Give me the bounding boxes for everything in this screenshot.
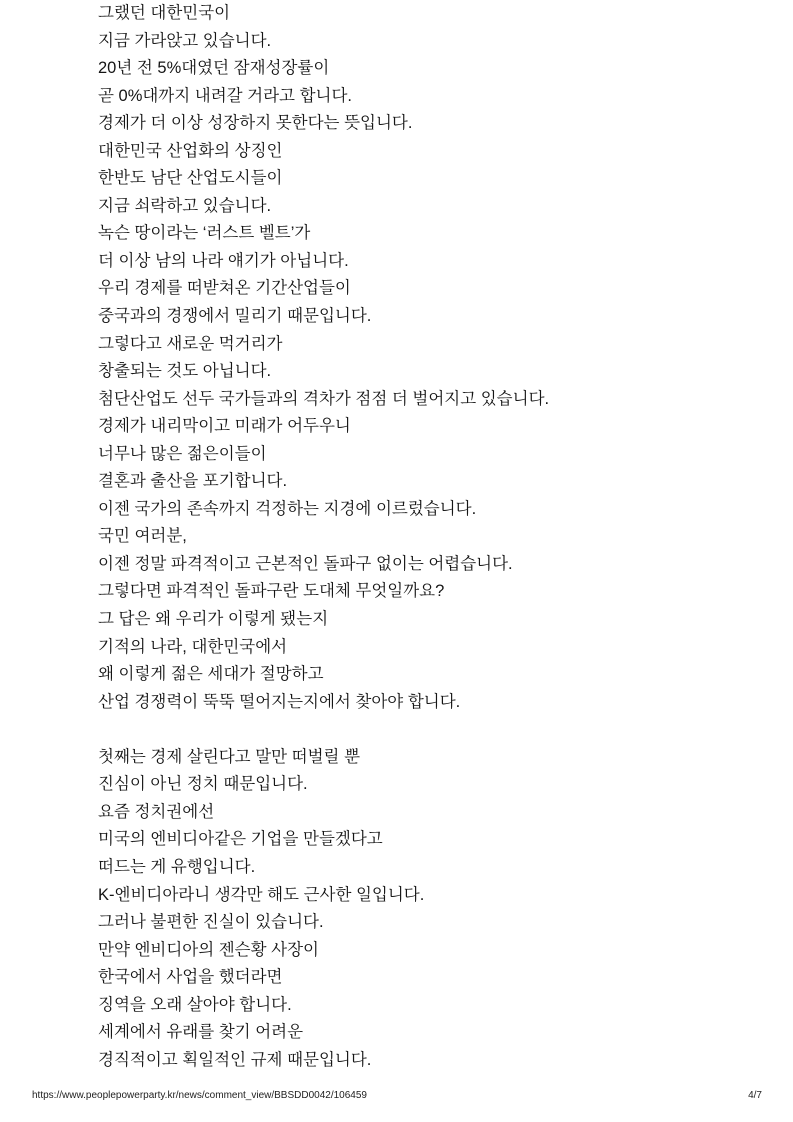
text-line: 경제가 내리막이고 미래가 어두우니: [98, 417, 351, 436]
text-line: 첨단산업도 선두 국가들과의 격차가 점점 더 벌어지고 있습니다.: [98, 389, 550, 408]
paragraph: [98, 744, 778, 1075]
text-line: 그렇다고 새로운 먹거리가: [98, 334, 283, 353]
text-line: 첫째는 경제 살린다고 말만 떠벌릴 뿐: [98, 747, 361, 766]
text-line: 국민 여러분,: [98, 527, 187, 546]
article-body: [98, 0, 778, 1102]
text-line: 이젠 국가의 존속까지 걱정하는 지경에 이르렀습니다.: [98, 499, 477, 518]
text-line: 너무나 많은 젊은이들이: [98, 444, 267, 463]
page-number: 4/7: [748, 1090, 762, 1101]
text-line: 지금 가라앉고 있습니다.: [98, 31, 272, 50]
text-line: 녹슨 땅이라는 ‘러스트 벨트’가: [98, 224, 311, 243]
text-line: 지금 쇠락하고 있습니다.: [98, 196, 272, 215]
text-line: 우리 경제를 떠받쳐온 기간산업들이: [98, 279, 351, 298]
text-line: 중국과의 경쟁에서 밀리기 때문입니다.: [98, 307, 372, 326]
text-line: 대한민국 산업화의 상징인: [98, 141, 283, 160]
text-line: 이젠 정말 파격적이고 근본적인 돌파구 없이는 어렵습니다.: [98, 554, 513, 573]
text-line: 진심이 아닌 정치 때문입니다.: [98, 775, 308, 794]
text-line: 징역을 오래 살아야 합니다.: [98, 995, 292, 1014]
text-line: 그러나 불편한 진실이 있습니다.: [98, 913, 324, 932]
text-line: 왜 이렇게 젊은 세대가 절망하고: [98, 665, 324, 684]
text-line: 더 이상 남의 나라 얘기가 아닙니다.: [98, 251, 349, 270]
text-line: 한반도 남단 산업도시들이: [98, 169, 283, 188]
text-line: 만약 엔비디아의 젠슨황 사장이: [98, 940, 319, 959]
text-line: 미국의 엔비디아같은 기업을 만들겠다고: [98, 830, 383, 849]
text-line: 그 답은 왜 우리가 이렇게 됐는지: [98, 610, 329, 629]
text-line: 20년 전 5%대였던 잠재성장률이: [98, 59, 330, 78]
text-line: 요즘 정치권에선: [98, 802, 215, 821]
text-line: 한국에서 사업을 했더라면: [98, 968, 283, 987]
text-line: K-엔비디아라니 생각만 해도 근사한 일입니다.: [98, 885, 425, 904]
text-line: 창출되는 것도 아닙니다.: [98, 362, 272, 381]
text-line: 그랬던 대한민국이: [98, 4, 231, 22]
text-line: 곧 0%대까지 내려갈 거라고 합니다.: [98, 86, 352, 105]
text-line: 세계에서 유래를 찾기 어려운: [98, 1023, 304, 1042]
text-line: 결혼과 출산을 포기합니다.: [98, 472, 288, 491]
text-line: 기적의 나라, 대한민국에서: [98, 637, 288, 656]
paragraph: [98, 0, 778, 716]
text-line: 산업 경쟁력이 뚝뚝 떨어지는지에서 찾아야 합니다.: [98, 692, 461, 711]
text-line: 그렇다면 파격적인 돌파구란 도대체 무엇일까요?: [98, 582, 445, 601]
text-line: 경제가 더 이상 성장하지 못한다는 뜻입니다.: [98, 114, 413, 133]
text-line: 떠드는 게 유행입니다.: [98, 857, 256, 876]
footer-url[interactable]: https://www.peoplepowerparty.kr/news/comment_view/BBSDD0042/106459: [32, 1090, 367, 1101]
text-line: 경직적이고 획일적인 규제 때문입니다.: [98, 1050, 372, 1069]
